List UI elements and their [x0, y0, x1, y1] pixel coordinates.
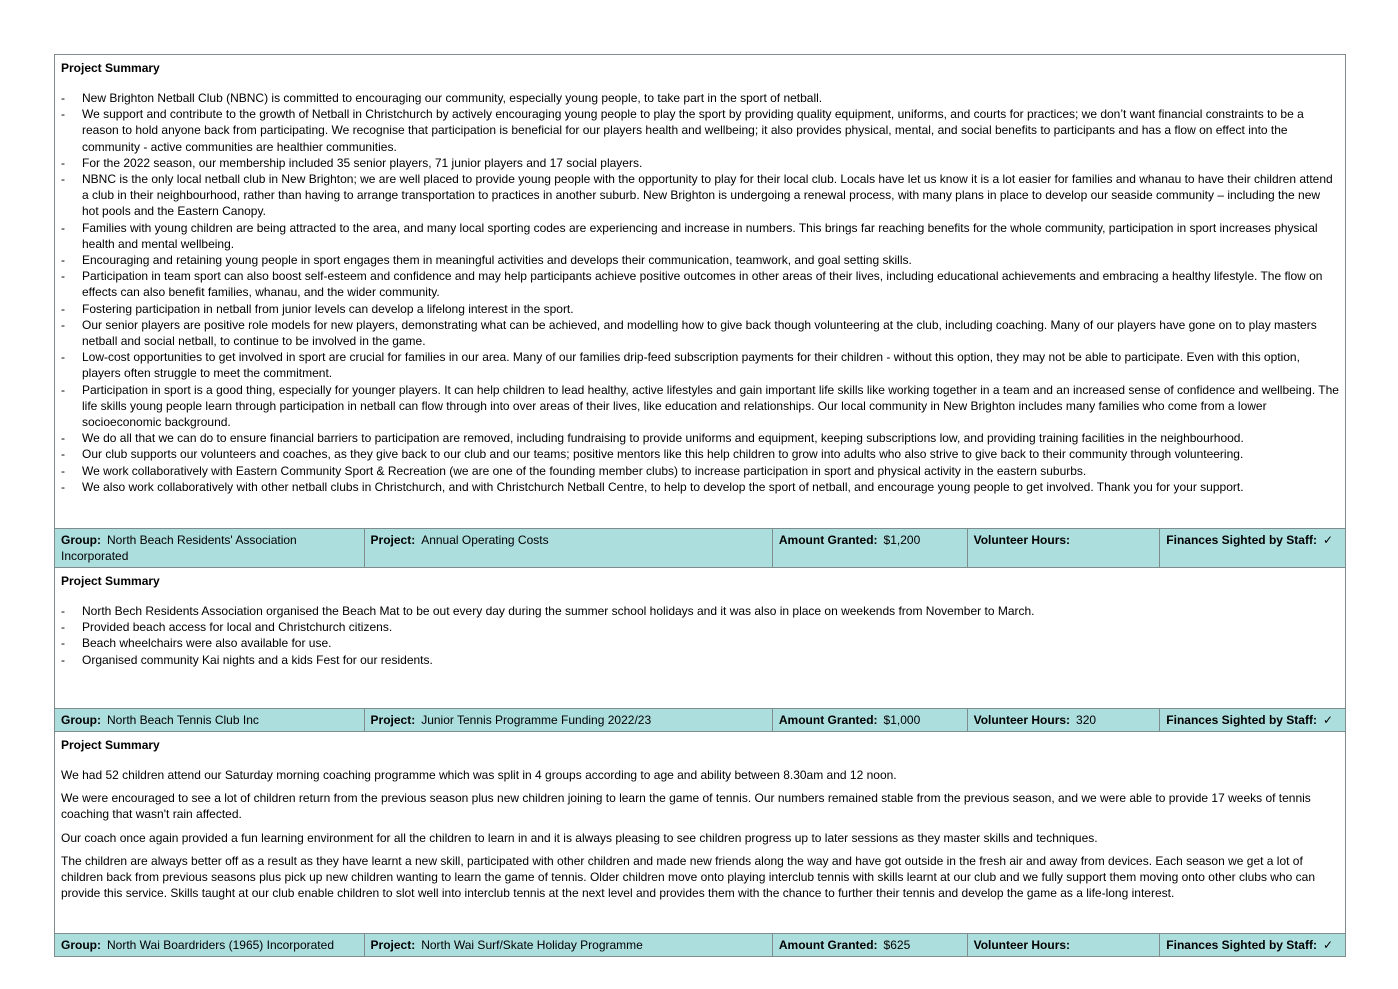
project-value: Junior Tennis Programme Funding 2022/23 [421, 713, 652, 727]
summary-paragraph: Our coach once again provided a fun learning environment for all the children to learn in and it is always pleasing to see children progress up to later sessions as they master skills and techniques. [61, 830, 1098, 845]
project-summary-nbnc [55, 55, 1345, 529]
hours-label: Volunteer Hours: [973, 938, 1071, 952]
hours-label: Volunteer Hours: [973, 713, 1071, 727]
group-cell [55, 529, 365, 567]
list-item: - Beach wheelchairs were also available for use. [61, 635, 1339, 651]
list-item: - NBNC is the only local netball club in New Brighton; we are well placed to provide young people with the opportunity to play for their local club. Locals have let us know it is a lot easier for families and whanau to have their children attend a club in their neighbourhood, rather than having to arrange transportation to practices in another suburb. New Brighton is undergoing a renewal process, with many plans in place to develop our seaside community – including the new hot pools and the Eastern Canopy. [61, 171, 1339, 220]
summary-bullet-list [61, 603, 1339, 668]
amount-cell [773, 709, 968, 731]
list-item: - Our senior players are positive role models for new players, demonstrating what can be achieved, and modelling how to give back though volunteering at the club, including coaching. Many of our players have gone on to play masters netball and social netball, to continue to be involved in the game. [61, 317, 1339, 349]
group-value: North Beach Tennis Club Inc [107, 713, 259, 727]
hours-cell [968, 529, 1161, 567]
list-item: - We also work collaboratively with other netball clubs in Christchurch, and with Christchurch Netball Centre, to help to develop the sport of netball, and encourage young people to get involved. Thank you for your support. [61, 479, 1339, 495]
amount-label: Amount Granted: [778, 533, 878, 547]
hours-cell [968, 934, 1161, 956]
group-label: Group: [61, 533, 101, 547]
hours-label: Volunteer Hours: [973, 533, 1071, 547]
project-cell [365, 529, 773, 567]
list-item: - Participation in sport is a good thing, especially for younger players. It can help children to lead healthy, active lifestyles and gain important life skills like working together in a team and an increased sense of confidence and wellbeing. The life skills young people learn through participation in netball can flow through into over areas of their lives, like education and relationships. Our local community in New Brighton includes many families who come from a lower socioeconomic background. [61, 382, 1339, 431]
finances-label: Finances Sighted by Staff: [1166, 533, 1317, 547]
group-value: North Beach Residents' Association Incorporated [61, 533, 297, 563]
project-cell [365, 934, 773, 956]
amount-value: $625 [883, 938, 911, 952]
summary-paragraph: We were encouraged to see a lot of children return from the previous season plus new children joining to learn the game of tennis. Our numbers remained stable from the previous season, and we were able to provide 17 weeks of tennis coaching that wasn't rain affected. [61, 791, 1311, 822]
grants-table [54, 54, 1346, 957]
finances-label: Finances Sighted by Staff: [1166, 713, 1317, 727]
group-value: North Wai Boardriders (1965) Incorporated [107, 938, 334, 952]
project-label: Project: [370, 713, 416, 727]
project-label: Project: [370, 533, 416, 547]
project-value: Annual Operating Costs [421, 533, 549, 547]
project-summary-title: Project Summary [61, 574, 160, 588]
list-item: - Encouraging and retaining young people in sport engages them in meaningful activities and develops their communication, teamwork, and goal setting skills. [61, 252, 1339, 268]
project-summary-north-beach-residents [55, 568, 1345, 709]
project-cell [365, 709, 773, 731]
amount-value: $1,000 [883, 713, 921, 727]
list-item: - Provided beach access for local and Christchurch citizens. [61, 619, 1339, 635]
group-cell [55, 709, 365, 731]
list-item: - Low-cost opportunities to get involved in sport are crucial for families in our area. Many of our families drip-feed subscription payments for their children - without this option, they may not be able to participate. Even with this option, players often struggle to meet the commitment. [61, 349, 1339, 381]
finances-cell [1160, 934, 1345, 956]
project-summary-north-beach-tennis [55, 732, 1345, 934]
list-item: - Organised community Kai nights and a kids Fest for our residents. [61, 652, 1339, 668]
project-summary-title: Project Summary [61, 61, 160, 75]
amount-cell [773, 529, 968, 567]
finances-label: Finances Sighted by Staff: [1166, 938, 1317, 952]
list-item: - New Brighton Netball Club (NBNC) is committed to encouraging our community, especially young people, to take part in the sport of netball. [61, 90, 1339, 106]
project-label: Project: [370, 938, 416, 952]
list-item: - For the 2022 season, our membership included 35 senior players, 71 junior players and 17 social players. [61, 155, 1339, 171]
group-label: Group: [61, 938, 101, 952]
group-label: Group: [61, 713, 101, 727]
project-summary-title: Project Summary [61, 738, 160, 752]
grant-header-row [55, 934, 1345, 956]
list-item: - Participation in team sport can also boost self-esteem and confidence and may help participants achieve positive outcomes in other areas of their lives, including educational achievements and embracing a healthy lifestyle. The flow on effects can also benefit families, whanau, and the wider community. [61, 268, 1339, 300]
project-value: North Wai Surf/Skate Holiday Programme [421, 938, 643, 952]
list-item: - Families with young children are being attracted to the area, and many local sporting codes are experiencing and increase in numbers. This brings far reaching benefits for the whole community, participation in sport increases physical health and mental wellbeing. [61, 220, 1339, 252]
amount-cell [773, 934, 968, 956]
list-item: - North Bech Residents Association organised the Beach Mat to be out every day during the summer school holidays and it was also in place on weekends from November to March. [61, 603, 1339, 619]
grant-header-row [55, 709, 1345, 732]
list-item: - Fostering participation in netball from junior levels can develop a lifelong interest in the sport. [61, 301, 1339, 317]
amount-label: Amount Granted: [778, 938, 878, 952]
summary-paragraph: We had 52 children attend our Saturday morning coaching programme which was split in 4 groups according to age and ability between 8.30am and 12 noon. [61, 768, 897, 782]
finances-cell [1160, 529, 1345, 567]
hours-value: 320 [1076, 713, 1097, 727]
amount-value: $1,200 [883, 533, 921, 547]
list-item: - We work collaboratively with Eastern Community Sport & Recreation (we are one of the founding member clubs) to increase participation in sport and physical activity in the eastern suburbs. [61, 463, 1339, 479]
check-icon: ✓ [1322, 938, 1334, 952]
summary-bullet-list [61, 90, 1339, 495]
summary-paragraph: The children are always better off as a result as they have learnt a new skill, participated with other children and made new friends along the way and have got outside in the fresh air and away from devices. Each season we get a lot of children back from previous seasons plus pick up new children wanting to learn the game of tennis. Older children move onto playing interclub tennis with skills learnt at our club and we fully support them moving onto other clubs who can provide this service. Skills taught at our club enable children to slot well into interclub tennis at the next level and provides them with the chance to further their tennis and develop the game as a life-long interest. [61, 853, 1315, 901]
group-cell [55, 934, 365, 956]
amount-label: Amount Granted: [778, 713, 878, 727]
list-item: - We support and contribute to the growth of Netball in Christchurch by actively encouraging young people to play the sport by providing quality equipment, uniforms, and courts for practices; we don’t want financial constraints to be a reason to hold anyone back from participating. We recognise that participation is beneficial for our players health and wellbeing; it also provides physical, mental, and social benefits to participants and has a flow on effect into the community - active communities are healthier communities. [61, 106, 1339, 155]
finances-cell [1160, 709, 1345, 731]
check-icon: ✓ [1322, 533, 1334, 547]
hours-cell [968, 709, 1161, 731]
grant-header-row [55, 529, 1345, 568]
check-icon: ✓ [1322, 713, 1334, 727]
list-item: - Our club supports our volunteers and coaches, as they give back to our club and our teams; positive mentors like this help children to grow into adults who also strive to give back to their community through volunteering. [61, 446, 1339, 462]
list-item: - We do all that we can do to ensure financial barriers to participation are removed, including fundraising to provide uniforms and equipment, keeping subscriptions low, and providing training facilities in the neighbourhood. [61, 430, 1339, 446]
